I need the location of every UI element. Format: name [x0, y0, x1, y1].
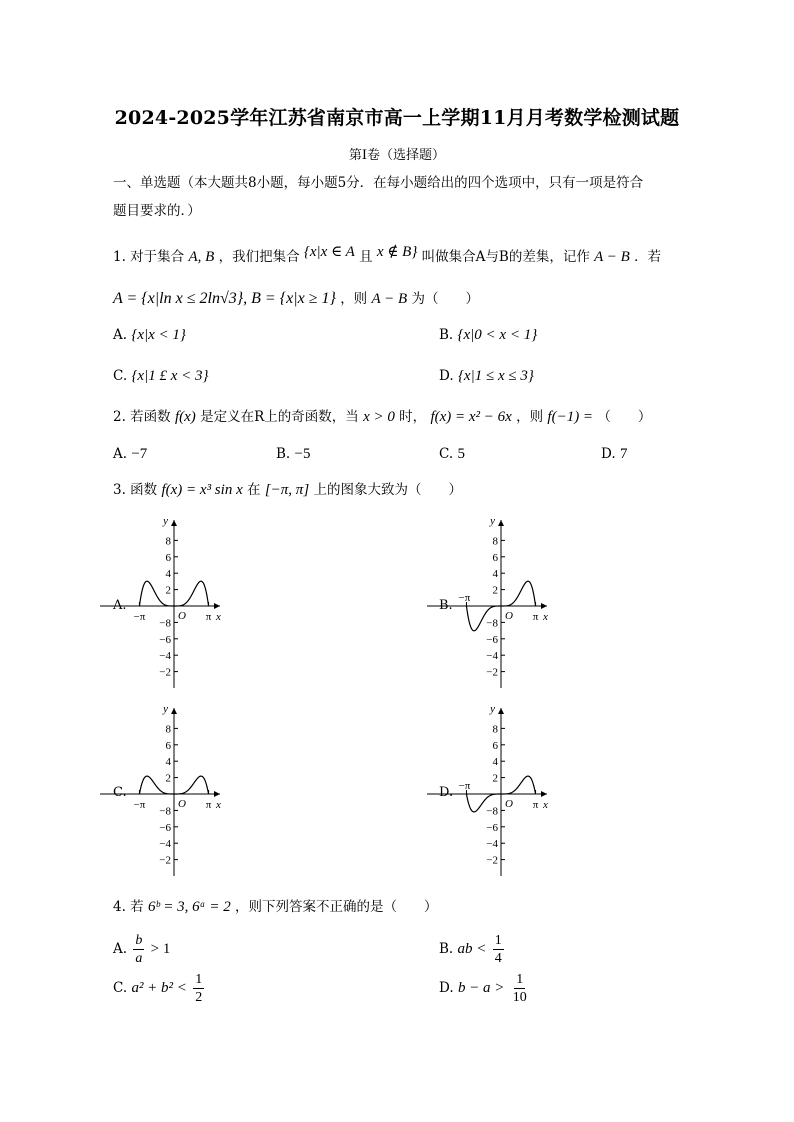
x-axis-label: x [216, 799, 221, 811]
q4-option-d[interactable] [439, 971, 531, 1006]
y-tick-label: −2 [486, 854, 498, 867]
q2-fx: f(x) [174, 409, 196, 425]
section-instructions-line1: 一、单选题（本大题共8小题，每小题5分．在每小题给出的四个选项中，只有一项是符合 [113, 175, 644, 191]
frac-den: 2 [195, 990, 203, 1005]
option-label: B. [439, 941, 454, 957]
q3-end: 上的图象大致为（ ） [313, 482, 462, 498]
q2-lead: 2. 若函数 [113, 409, 171, 425]
q1-mid2: 叫做集合A与B的差集，记作 [421, 249, 590, 265]
y-tick-label: −8 [159, 617, 171, 630]
option-text: ab < [457, 941, 487, 957]
q1-stem-line1 [113, 244, 662, 267]
q3-option-a-graph[interactable] [128, 512, 238, 692]
q3-interval: [−π, π] [264, 482, 310, 498]
y-tick-label: 2 [165, 584, 171, 597]
q1-set-def2: x ∉ B} [376, 244, 418, 260]
option-text: a² + b² < [131, 980, 187, 996]
y-tick-label: −6 [486, 821, 498, 834]
option-text: > 1 [150, 941, 171, 957]
y-axis-label: y [163, 515, 168, 527]
y-axis-arrow [171, 708, 177, 714]
option-label: B. [276, 446, 291, 462]
y-tick-label: 4 [492, 568, 498, 581]
y-tick-label: −4 [486, 838, 498, 851]
y-tick-label: 4 [492, 756, 498, 769]
y-tick-label: −4 [486, 650, 498, 663]
q1-line2-end: 为（ ） [411, 291, 479, 307]
q2-option-a[interactable] [113, 444, 147, 464]
frac-num: b [135, 933, 143, 948]
option-label: D. [439, 980, 454, 996]
x-tick-label: π [205, 611, 212, 623]
x-axis-arrow [214, 603, 220, 609]
y-tick-label: −2 [159, 854, 171, 867]
q2-stem [113, 407, 651, 427]
paper-title: 2024-2025学年江苏省南京市高一上学期11月月考数学检测试题 [114, 107, 680, 129]
option-text: −7 [131, 446, 148, 462]
q2-end: （ ） [597, 409, 652, 425]
option-text: {x|1 £ x < 3} [131, 368, 209, 384]
y-tick-label: 6 [492, 551, 498, 564]
y-tick-label: 2 [492, 584, 498, 597]
x-axis-arrow [541, 791, 547, 797]
q4-cond: 6ᵇ = 3, 6ᵃ = 2 [147, 899, 231, 915]
q2-expr: f(x) = x² − 6x [430, 409, 512, 425]
q2-option-c[interactable] [439, 444, 465, 464]
y-tick-label: 8 [492, 723, 498, 736]
y-axis-arrow [171, 520, 177, 526]
y-tick-label: 6 [492, 739, 498, 752]
q3-option-c-graph[interactable] [128, 700, 238, 880]
option-label: A. [113, 941, 128, 957]
q1-option-d[interactable] [439, 366, 534, 386]
x-tick-label: −π [458, 592, 471, 604]
option-text: {x|0 < x < 1} [457, 327, 538, 343]
y-tick-label: 6 [165, 739, 171, 752]
y-axis-arrow [498, 708, 504, 714]
y-axis-arrow [498, 520, 504, 526]
option-text: 5 [457, 446, 465, 462]
frac-num: 1 [516, 972, 524, 987]
frac-den: 10 [512, 990, 527, 1005]
q2-cond: x > 0 [363, 409, 395, 425]
y-axis-label: y [163, 703, 168, 715]
q3-option-a-label[interactable]: A. [113, 598, 127, 613]
frac-num: 1 [494, 933, 502, 948]
option-text: {x|x < 1} [131, 327, 186, 343]
option-label: C. [439, 446, 454, 462]
q4-option-b[interactable] [439, 932, 506, 967]
x-tick-label: π [532, 799, 539, 811]
y-tick-label: −6 [159, 633, 171, 646]
origin-label: O [178, 610, 186, 622]
frac-den: 4 [494, 951, 502, 966]
option-label: B. [439, 327, 454, 343]
q1-option-a[interactable] [113, 325, 186, 345]
q1-mid1: ，我们把集合 [218, 249, 300, 265]
x-tick-label: −π [458, 780, 471, 792]
y-tick-label: −6 [159, 821, 171, 834]
q1-end1: ．若 [634, 249, 662, 265]
y-tick-label: 8 [492, 535, 498, 548]
x-tick-label: −π [133, 611, 146, 623]
q1-diff: A − B [594, 249, 630, 265]
option-label: A. [113, 446, 128, 462]
fraction [511, 971, 529, 1006]
x-axis-label: x [543, 611, 548, 623]
y-axis-label: y [490, 703, 495, 715]
y-tick-label: 2 [165, 772, 171, 785]
y-tick-label: 4 [165, 568, 171, 581]
fraction [133, 932, 144, 967]
fraction [493, 932, 504, 967]
q1-sets: A, B [188, 249, 215, 265]
q4-option-c[interactable] [113, 971, 206, 1006]
q1-sets-definition: A = {x|ln x ≤ 2ln√3}, B = {x|x ≥ 1} [113, 290, 336, 307]
y-tick-label: 6 [165, 551, 171, 564]
y-tick-label: −8 [159, 805, 171, 818]
q1-line2-text: ，则 [340, 291, 368, 307]
q1-and: 且 [359, 249, 373, 265]
q3-option-b-graph[interactable] [455, 512, 565, 692]
q1-lead: 1. 对于集合 [113, 249, 185, 265]
q3-lead: 3. 函数 [113, 482, 158, 498]
q1-diff2: A − B [371, 291, 408, 307]
option-text: −5 [294, 446, 311, 462]
q1-set-def: {x|x ∈ A [303, 244, 355, 260]
section-instructions-line2: 题目要求的．） [113, 203, 201, 219]
x-axis-arrow [541, 603, 547, 609]
q1-option-b[interactable] [439, 325, 537, 345]
y-tick-label: −8 [486, 805, 498, 818]
y-tick-label: −2 [486, 666, 498, 679]
x-axis-arrow [214, 791, 220, 797]
y-tick-label: −2 [159, 666, 171, 679]
y-tick-label: 8 [165, 535, 171, 548]
x-axis-label: x [543, 799, 548, 811]
q3-option-d-label[interactable]: D. [439, 785, 454, 800]
origin-label: O [178, 798, 186, 810]
y-tick-label: 8 [165, 723, 171, 736]
q4-lead: 4. 若 [113, 899, 144, 915]
q3-option-b-label[interactable]: B. [439, 598, 453, 613]
fraction [193, 971, 204, 1006]
x-tick-label: π [205, 799, 212, 811]
q3-expr: f(x) = x³ sin x [161, 482, 243, 498]
q3-option-d-graph[interactable] [455, 700, 565, 880]
paper-subtitle: 第I卷（选择题） [348, 148, 446, 163]
q3-option-c-label[interactable]: C. [113, 785, 127, 800]
option-label: D. [439, 368, 454, 384]
q3-mid: 在 [247, 482, 261, 498]
q3-stem [113, 480, 462, 500]
q2-ask: f(−1) = [547, 409, 594, 425]
frac-den: a [135, 951, 143, 966]
y-tick-label: −6 [486, 633, 498, 646]
option-label: A. [113, 327, 128, 343]
q2-mid2: 时， [399, 409, 427, 425]
q4-stem [113, 897, 438, 917]
option-text: {x|1 ≤ x ≤ 3} [457, 368, 534, 384]
q1-option-c[interactable] [113, 366, 209, 386]
x-tick-label: −π [133, 799, 146, 811]
frac-num: 1 [195, 972, 203, 987]
q1-stem-line2 [113, 289, 479, 309]
origin-label: O [505, 798, 513, 810]
q4-option-a[interactable] [113, 932, 170, 967]
y-tick-label: 4 [165, 756, 171, 769]
y-tick-label: −4 [159, 838, 171, 851]
q4-end: ，则下列答案不正确的是（ ） [235, 899, 438, 915]
origin-label: O [505, 610, 513, 622]
x-axis-label: x [216, 611, 221, 623]
q2-option-b[interactable] [276, 444, 310, 464]
y-axis-label: y [490, 515, 495, 527]
option-text: 7 [619, 446, 628, 462]
option-label: D. [601, 446, 616, 462]
x-tick-label: π [532, 611, 539, 623]
y-tick-label: −8 [486, 617, 498, 630]
option-label: C. [113, 368, 128, 384]
y-tick-label: 2 [492, 772, 498, 785]
q2-mid3: ，则 [516, 409, 544, 425]
y-tick-label: −4 [159, 650, 171, 663]
q2-mid1: 是定义在R上的奇函数，当 [200, 409, 359, 425]
option-text: b − a > [457, 980, 505, 996]
option-label: C. [113, 980, 128, 996]
q2-option-d[interactable] [601, 444, 627, 464]
